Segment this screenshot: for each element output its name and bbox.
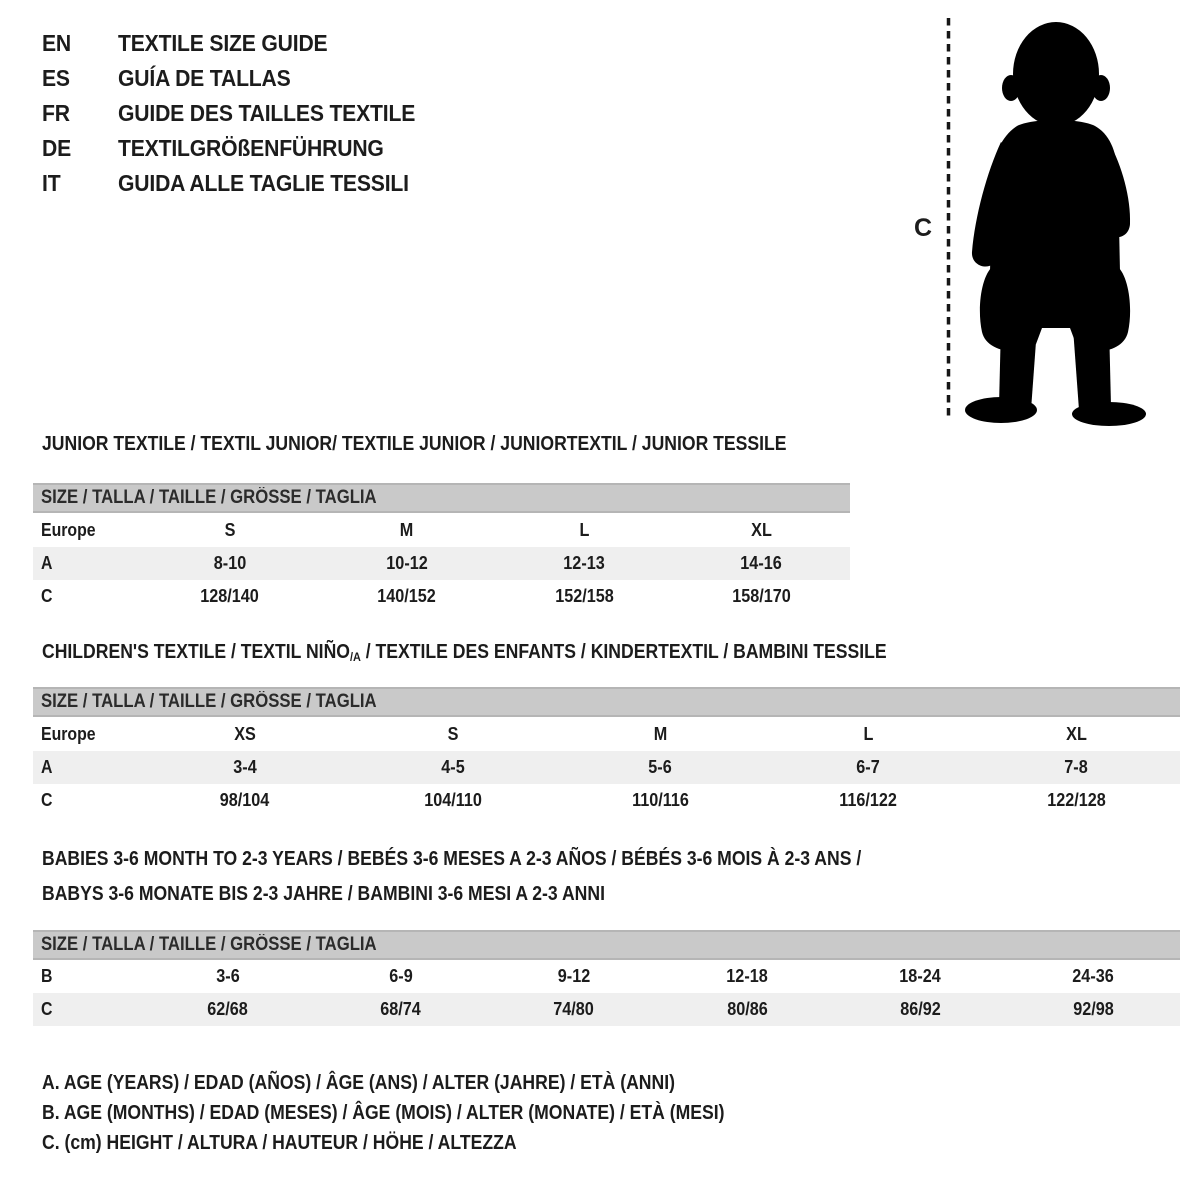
table-cell: 9-12 bbox=[557, 966, 591, 986]
table-cell: 140/152 bbox=[377, 586, 437, 606]
table-cell: S bbox=[447, 723, 459, 744]
table-cell: 24-36 bbox=[1072, 966, 1115, 986]
row-label: A bbox=[41, 553, 53, 573]
babies-size-table bbox=[33, 930, 1180, 1026]
size-header-label: SIZE / TALLA / TAILLE / GRÖSSE / TAGLIA bbox=[41, 691, 377, 712]
language-row-es bbox=[42, 61, 441, 96]
table-row bbox=[33, 784, 1180, 817]
language-title-list bbox=[42, 26, 441, 201]
table-cell: 18-24 bbox=[899, 966, 941, 986]
language-row-de bbox=[42, 131, 441, 166]
baby-silhouette-icon bbox=[957, 14, 1152, 429]
size-header-bar bbox=[33, 687, 1180, 717]
row-label: C bbox=[41, 586, 53, 606]
language-row-fr bbox=[42, 96, 441, 131]
junior-size-table bbox=[33, 483, 850, 613]
language-code: DE bbox=[42, 135, 72, 161]
table-cell: 152/158 bbox=[554, 586, 614, 606]
guide-title: GUÍA DE TALLAS bbox=[118, 65, 291, 91]
table-cell: M bbox=[400, 519, 414, 540]
height-measure-label: C bbox=[914, 214, 933, 242]
table-cell: L bbox=[579, 519, 590, 540]
table-cell: 98/104 bbox=[220, 790, 270, 810]
guide-title: TEXTILE SIZE GUIDE bbox=[118, 30, 328, 56]
babies-section-heading bbox=[42, 842, 973, 912]
table-cell: 4-5 bbox=[440, 757, 465, 777]
language-row-en bbox=[42, 26, 441, 61]
table-cell: 68/74 bbox=[380, 999, 421, 1019]
table-cell: 12-18 bbox=[726, 966, 768, 986]
size-header-bar bbox=[33, 483, 850, 513]
table-cell: 6-7 bbox=[856, 757, 880, 777]
note-age-years: A. AGE (YEARS) / EDAD (AÑOS) / ÂGE (ANS) / ALTER (JAHRE) / ETÀ (ANNI) bbox=[42, 1072, 675, 1094]
language-code: IT bbox=[42, 170, 61, 196]
size-header-label: SIZE / TALLA / TAILLE / GRÖSSE / TAGLIA bbox=[41, 487, 377, 508]
table-cell: 122/128 bbox=[1046, 790, 1106, 810]
table-row bbox=[33, 717, 1180, 751]
children-heading-text: CHILDREN'S TEXTILE / TEXTIL $NIÑO_{/A}$ / TEXTILE DES ENFANTS / KINDERTEXTIL / BAMBINI TESSILE bbox=[42, 641, 887, 665]
row-label: B bbox=[41, 966, 53, 986]
table-cell: 10-12 bbox=[386, 553, 428, 573]
table-cell: 3-6 bbox=[215, 966, 240, 986]
guide-title: GUIDE DES TAILLES TEXTILE bbox=[118, 100, 416, 126]
table-cell: 104/110 bbox=[423, 790, 482, 810]
table-cell: XL bbox=[1065, 723, 1087, 744]
language-code: EN bbox=[42, 30, 72, 56]
size-header-label: SIZE / TALLA / TAILLE / GRÖSSE / TAGLIA bbox=[41, 934, 377, 955]
table-cell: XS bbox=[234, 723, 256, 744]
guide-title: TEXTILGRÖßENFÜHRUNG bbox=[118, 135, 384, 161]
table-cell: 14-16 bbox=[740, 553, 783, 573]
row-label: Europe bbox=[41, 519, 96, 540]
children-size-table bbox=[33, 687, 1180, 817]
table-row bbox=[33, 993, 1180, 1026]
size-header-bar bbox=[33, 930, 1180, 960]
babies-heading-line1: BABIES 3-6 MONTH TO 2-3 YEARS / BEBÉS 3-6 MESES A 2-3 AÑOS / BÉBÉS 3-6 MOIS À 2-3 ANS / bbox=[42, 848, 862, 870]
note-height-cm: C. (cm) HEIGHT / ALTURA / HAUTEUR / HÖHE / ALTEZZA bbox=[42, 1132, 517, 1154]
table-cell: L bbox=[863, 723, 874, 744]
table-cell: 8-10 bbox=[213, 553, 246, 573]
junior-table bbox=[33, 513, 850, 613]
row-label: A bbox=[41, 757, 53, 777]
row-label: C bbox=[41, 790, 53, 810]
table-row bbox=[33, 960, 1180, 993]
table-cell: 62/68 bbox=[207, 999, 248, 1019]
table-cell: 86/92 bbox=[899, 999, 941, 1019]
table-cell: 116/122 bbox=[839, 790, 898, 810]
legend-notes bbox=[42, 1068, 818, 1158]
table-row bbox=[33, 513, 850, 547]
table-cell: 110/116 bbox=[632, 790, 689, 810]
table-cell: 3-4 bbox=[233, 757, 257, 777]
junior-section-heading bbox=[42, 432, 888, 456]
junior-heading-text: JUNIOR TEXTILE / TEXTIL JUNIOR/ TEXTILE JUNIOR / JUNIORTEXTIL / JUNIOR TESSILE bbox=[42, 433, 787, 455]
row-label: C bbox=[41, 999, 53, 1019]
row-label: Europe bbox=[41, 723, 96, 744]
table-cell: 5-6 bbox=[648, 757, 673, 777]
table-cell: XL bbox=[751, 519, 772, 540]
table-row bbox=[33, 547, 850, 580]
table-row bbox=[33, 580, 850, 613]
note-age-months: B. AGE (MONTHS) / EDAD (MESES) / ÂGE (MOIS) / ALTER (MONATE) / ETÀ (MESI) bbox=[42, 1102, 725, 1124]
table-cell: 12-13 bbox=[563, 553, 605, 573]
table-cell: 80/86 bbox=[726, 999, 768, 1019]
table-cell: 92/98 bbox=[1073, 999, 1114, 1019]
nino-a-subscript: /A bbox=[349, 650, 361, 665]
language-code: FR bbox=[42, 100, 70, 126]
table-row bbox=[33, 751, 1180, 784]
children-table bbox=[33, 717, 1180, 817]
table-cell: 158/170 bbox=[732, 586, 791, 606]
table-cell: M bbox=[653, 723, 668, 744]
language-row-it bbox=[42, 166, 441, 201]
babies-heading-line2: BABYS 3-6 MONATE BIS 2-3 JAHRE / BAMBINI 3-6 MESI A 2-3 ANNI bbox=[42, 883, 605, 905]
height-measure-line-icon bbox=[945, 18, 952, 418]
language-code: ES bbox=[42, 65, 70, 91]
babies-table bbox=[33, 960, 1180, 1026]
table-cell: 7-8 bbox=[1064, 757, 1088, 777]
children-section-heading bbox=[42, 640, 1002, 669]
guide-title: GUIDA ALLE TAGLIE TESSILI bbox=[118, 170, 409, 196]
table-cell: 74/80 bbox=[553, 999, 595, 1019]
table-cell: S bbox=[224, 519, 236, 540]
table-cell: 128/140 bbox=[200, 586, 259, 606]
table-cell: 6-9 bbox=[389, 966, 413, 986]
